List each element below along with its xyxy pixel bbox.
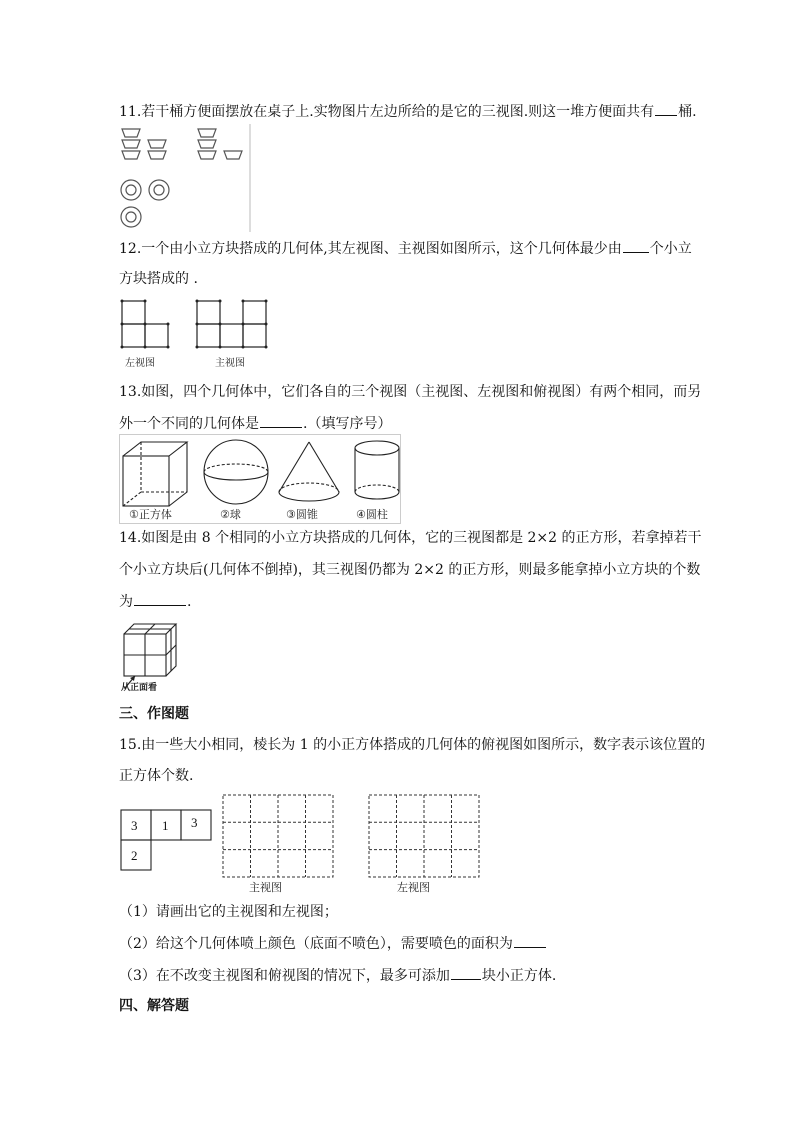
q11-bowl [198, 140, 216, 148]
q15-line2 [119, 766, 709, 786]
q13-sphere [204, 440, 268, 504]
q13-stem-cont: 外一个不同的几何体是 [119, 416, 259, 432]
q12-left-view-label: 左视图 [125, 358, 155, 369]
q12-left-cell [122, 301, 145, 324]
q15-top-view-svg [119, 808, 215, 872]
q15-main-view-grid [221, 793, 337, 895]
q14-stem: 14.如图是由 8 个相同的小立方块搭成的几何体，它的三视图都是 2×2 的正方形，若拿掉若干 [119, 530, 702, 546]
q11-bowl [148, 140, 166, 148]
q15-sub3 [119, 965, 709, 986]
q15-line1 [119, 735, 709, 755]
q13-label-cube: ①正方体 [129, 508, 172, 521]
q15-sub3-suffix: 块小正方体. [481, 968, 557, 984]
q13-line1 [119, 382, 709, 402]
q12-stem: 12.一个由小立方块搭成的几何体,其左视图、主视图如图所示，这个几何体最少由 [119, 241, 622, 257]
q13-solids-svg [119, 434, 401, 524]
q11-stem: 11.若干桶方便面摆放在桌子上.实物图片左边所给的是它的三视图.则这一堆方便面共有 [119, 104, 655, 120]
q12-views-svg [119, 298, 279, 370]
q14-figure-label: 从正面看 [121, 683, 158, 693]
q11-text [119, 101, 709, 122]
q13-cube [123, 442, 187, 506]
q15-sub2-answer-blank[interactable] [514, 933, 546, 948]
q12-answer-blank[interactable] [623, 238, 649, 253]
q11-bowl [122, 129, 140, 137]
q12-main-cell [197, 301, 220, 324]
q12-main-cell [243, 301, 266, 324]
q12-left-cell [122, 324, 145, 347]
q12-main-view-label: 主视图 [215, 358, 245, 369]
q14-line1 [119, 528, 709, 548]
q15-stem-cont: 正方体个数. [119, 768, 194, 784]
q14-suffix: . [187, 594, 192, 610]
q14-cube-svg [119, 618, 183, 692]
q15-stem: 15.由一些大小相同，棱长为 1 的小正方体搭成的几何体的俯视图如图所示，数字表示该位置的 [119, 737, 706, 753]
q15-sub2-text: （2）给这个几何体喷上颜色（底面不喷色），需要喷色的面积为 [119, 936, 513, 952]
q13-cylinder [355, 441, 399, 499]
q13-figure [119, 434, 401, 524]
q15-sub3-text: （3）在不改变主视图和俯视图的情况下，最多可添加 [119, 968, 450, 984]
q15-top-view [119, 808, 215, 872]
q12-main-cell [197, 324, 220, 347]
q13-stem: 13.如图，四个几何体中，它们各自的三个视图（主视图、左视图和俯视图）有两个相同，而另 [119, 384, 702, 400]
q15-left-view-label: 左视图 [397, 881, 430, 894]
q11-top-circle-inner [154, 185, 164, 195]
q11-bowl [122, 140, 140, 148]
q14-stem-cont: 个小立方块后(几何体不倒掉)，其三视图仍都为 2×2 的正方形，则最多能拿掉小立方块的个数 [119, 562, 701, 578]
q14-figure [119, 618, 183, 692]
q12-line1 [119, 238, 709, 259]
q13-answer-blank[interactable] [260, 413, 302, 428]
q12-figure [119, 298, 279, 370]
q13-cone [279, 442, 339, 501]
q12-left-cell [145, 324, 168, 347]
q12-main-cell [220, 324, 243, 347]
q15-sub1-text: （1）请画出它的主视图和左视图； [119, 904, 338, 920]
q11-bowl [122, 151, 140, 159]
q12-suffix: 个小立 [649, 241, 692, 257]
q13-line2 [119, 413, 709, 434]
q11-three-views [119, 124, 259, 234]
q15-sub2 [119, 933, 709, 954]
q11-top-circle [121, 207, 141, 227]
q15-left-view-grid [367, 793, 483, 895]
q11-top-circle [121, 180, 141, 200]
section-3-heading [119, 704, 709, 724]
q12-stem-cont: 方块搭成的 . [119, 271, 198, 287]
q12-line2 [119, 269, 709, 289]
q13-label-sphere: ②球 [220, 508, 241, 521]
section-4-heading [119, 996, 709, 1016]
q11-top-circle [149, 180, 169, 200]
q15-cell-value: 3 [191, 815, 198, 830]
section-4-title: 四、解答题 [119, 998, 189, 1014]
section-3-title: 三、作图题 [119, 706, 189, 722]
q15-sub3-answer-blank[interactable] [451, 965, 481, 980]
q15-main-view-label: 主视图 [249, 881, 282, 894]
q11-bowl [148, 151, 166, 159]
q13-label-cylinder: ④圆柱 [356, 508, 388, 521]
q14-stem-end: 为 [119, 594, 133, 610]
q14-line2 [119, 560, 709, 580]
q15-sub1 [119, 902, 709, 922]
q11-bowl [198, 129, 216, 137]
q11-bowl [198, 151, 216, 159]
q11-suffix: 桶. [678, 104, 697, 120]
q11-figure [119, 124, 259, 234]
q15-cell-value: 2 [131, 848, 138, 863]
q15-cell-value: 3 [131, 818, 138, 833]
q13-suffix: .（填写序号） [303, 416, 392, 432]
q15-cell-value: 1 [162, 818, 169, 833]
q11-top-circle-inner [126, 185, 136, 195]
q11-answer-blank[interactable] [655, 101, 677, 116]
q11-top-circle-inner [126, 212, 136, 222]
q15-left-grid-svg[interactable] [367, 793, 483, 895]
q14-line3 [119, 591, 709, 612]
q14-answer-blank[interactable] [134, 591, 186, 606]
q11-bowl [224, 151, 242, 159]
q12-main-cell [243, 324, 266, 347]
q15-main-grid-svg[interactable] [221, 793, 337, 895]
q13-label-cone: ③圆锥 [286, 508, 318, 521]
